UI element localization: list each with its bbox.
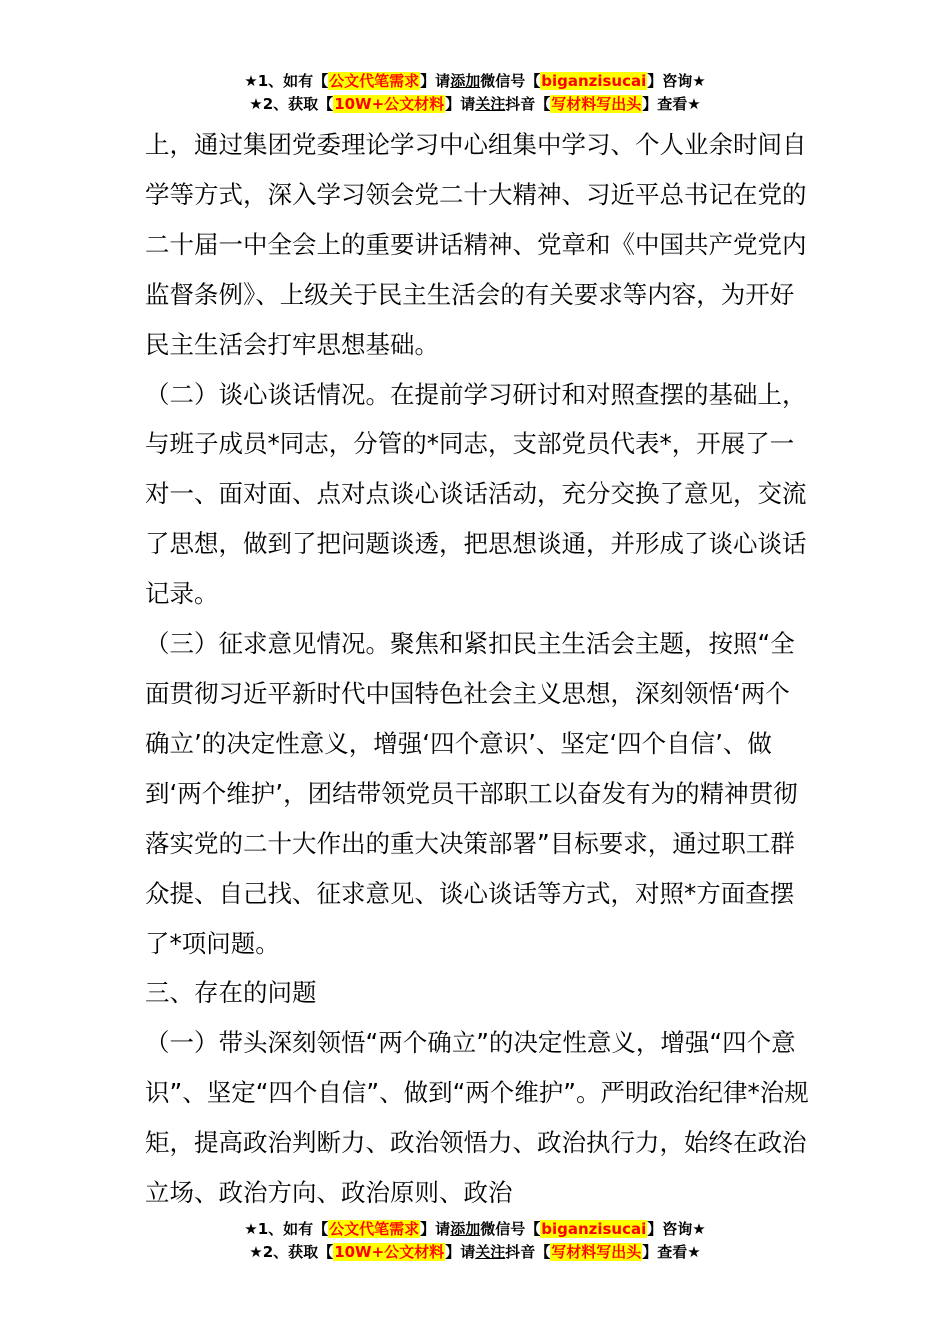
highlight-service: 公文代笔需求	[329, 72, 420, 90]
highlight-wechat-id: biganzisucai	[541, 72, 647, 90]
banner-line-2: ★2、获取【10W+公文材料】请关注抖音【写材料写出头】查看★	[249, 95, 701, 113]
document-body	[145, 120, 810, 1218]
header-banner	[0, 70, 950, 116]
highlight-wechat-id: biganzisucai	[541, 1220, 647, 1238]
paragraph-problem-1: （一）带头深刻领悟“两个确立”的决定性意义，增强“四个意识”、坚定“四个自信”、做到“两个维护”。严明政治纪律*治规矩，提高政治判断力、政治领悟力、政治执行力，始终在政治立场、政治方向、政治原则、政治	[145, 1028, 809, 1208]
highlight-douyin: 写材料写出头	[551, 95, 642, 113]
highlight-materials: 10W+公文材料	[334, 1243, 445, 1261]
highlight-service: 公文代笔需求	[329, 1220, 420, 1238]
highlight-materials: 10W+公文材料	[334, 95, 445, 113]
section-heading-problems: 三、存在的问题	[145, 978, 317, 1008]
paragraph-opinions: （三）征求意见情况。聚焦和紧扣民主生活会主题，按照“全面贯彻习近平新时代中国特色社会主义思想，深刻领悟‘两个确立’的决定性意义，增强‘四个意识’、坚定‘四个自信’、做到‘两个维护’，团结带领党员干部职工以奋发有为的精神贯彻落实党的二十大作出的重大决策部署”目标要求，通过职工群众提、自己找、征求意见、谈心谈话等方式，对照*方面查摆了*项问题。	[145, 629, 798, 958]
footer-banner	[0, 1218, 950, 1264]
paragraph-study: 上，通过集团党委理论学习中心组集中学习、个人业余时间自学等方式，深入学习领会党二十大精神、习近平总书记在党的二十届一中全会上的重要讲话精神、党章和《中国共产党党内监督条例》、上级关于民主生活会的有关要求等内容，为开好民主生活会打牢思想基础。	[145, 130, 807, 359]
banner-line-1: ★1、如有【公文代笔需求】请添加微信号【biganzisucai】咨询★	[244, 1220, 706, 1238]
highlight-douyin: 写材料写出头	[551, 1243, 642, 1261]
banner-line-2: ★2、获取【10W+公文材料】请关注抖音【写材料写出头】查看★	[249, 1243, 701, 1261]
paragraph-talks: （二）谈心谈话情况。在提前学习研讨和对照查摆的基础上，与班子成员*同志，分管的*同志，支部党员代表*，开展了一对一、面对面、点对点谈心谈话活动，充分交换了意见，交流了思想，做到了把问题谈透，把思想谈通，并形成了谈心谈话记录。	[145, 379, 807, 609]
banner-line-1: ★1、如有【公文代笔需求】请添加微信号【biganzisucai】咨询★	[244, 72, 706, 90]
